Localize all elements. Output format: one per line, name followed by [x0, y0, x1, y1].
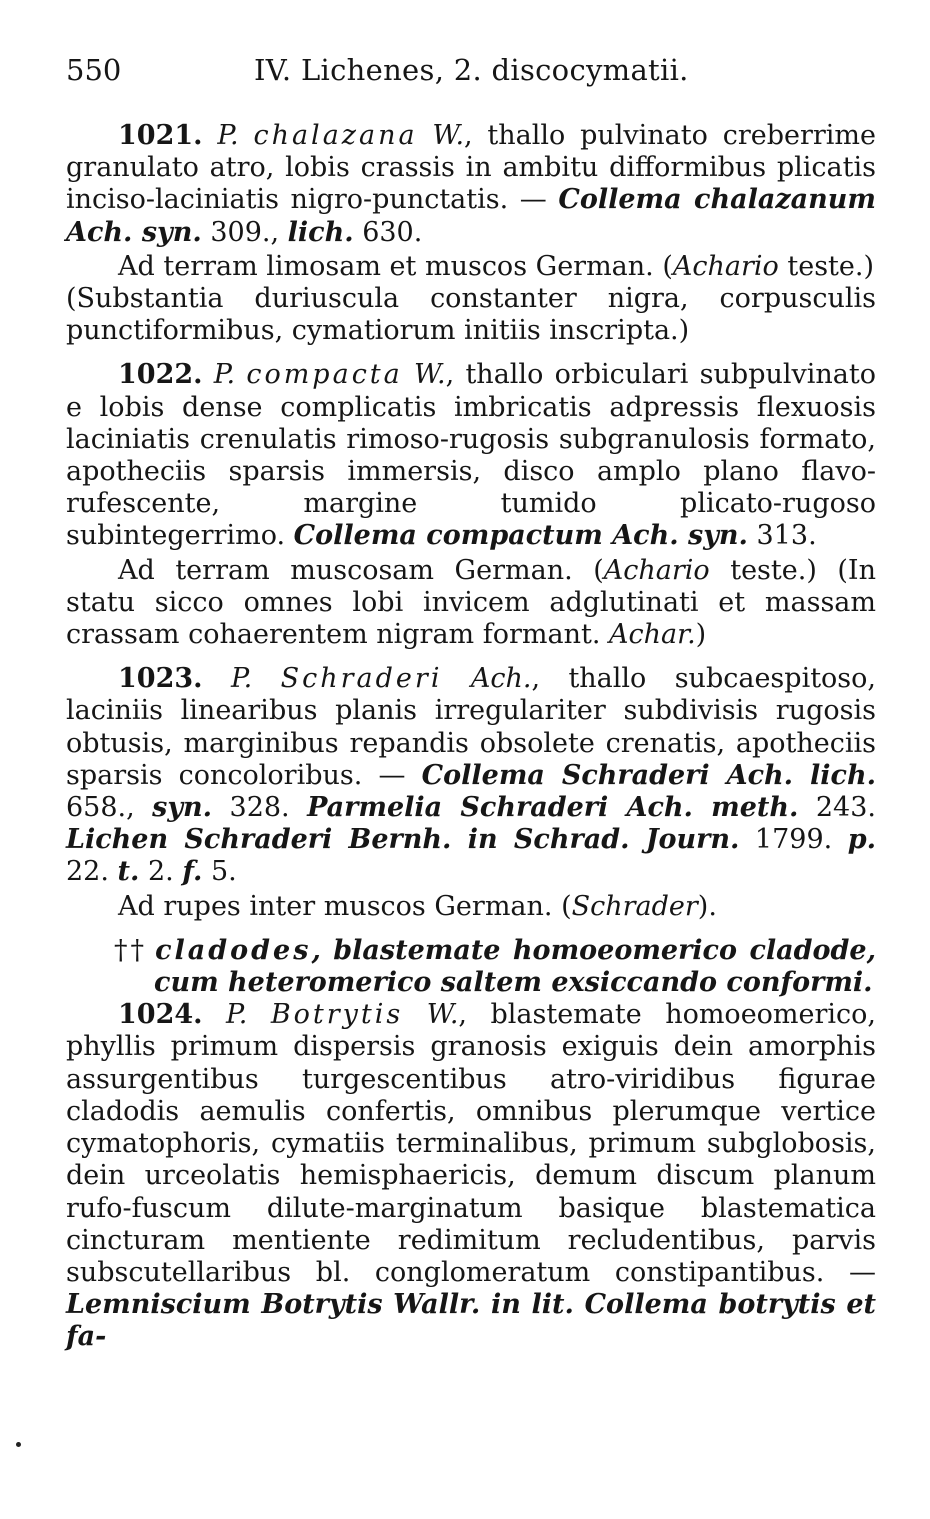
synonym-ref: 313.: [747, 520, 817, 552]
habitat-citation: Achar.: [609, 619, 696, 651]
genus: P.: [226, 999, 248, 1031]
habitat-text: teste.) (In statu sicco omnes lobi invicem adglutinati et massam crassam cohaerentem nigram formant.: [66, 554, 876, 651]
species-epithet: chalazana: [253, 120, 418, 151]
entry-1021-habitat: [66, 251, 876, 283]
habitat-text: ).: [697, 890, 717, 922]
synonym-ref: 5.: [202, 856, 237, 888]
entry-1023-habitat: [66, 891, 876, 923]
synonym: syn.: [152, 792, 213, 824]
synonym-ref: 658.,: [66, 792, 153, 824]
synonym: Collema compactum Ach. syn.: [293, 520, 748, 552]
entry-1021-note: (Substantia duriuscula constanter nigra, corpusculis punctiformibus, cymatiorum initiis inscripta.): [66, 283, 876, 347]
habitat-authority: Schrader: [571, 890, 698, 922]
page-number: 550: [66, 53, 122, 87]
synonym-ref: 328.: [212, 792, 308, 824]
entry-number: 1021.: [118, 120, 203, 151]
habitat-text: Ad terram muscosam German. (: [118, 554, 604, 586]
habitat-text: Ad terram limosam et muscos German. (: [118, 250, 673, 282]
species-epithet: compacta: [246, 359, 403, 391]
entry-number: 1023.: [118, 663, 203, 695]
synonym: p.: [847, 824, 876, 856]
entry-1024: [66, 999, 876, 1353]
synonym: Collema Schraderi Ach. lich.: [421, 759, 876, 791]
synonym-ref: 309.,: [201, 216, 288, 248]
genus: P.: [230, 663, 253, 695]
entry-1022-diagnosis: [66, 359, 876, 552]
diagnosis-text: , thallo orbiculari subpulvinato e lobis dense complicatis imbricatis adpressis flexuosis laciniatis crenulatis rimoso-rugosis subgranulosis formato, apotheciis sparsis immersis, disco amplo plano flavo-rufescente, margine tumido plicato-rugoso subintegerrimo.: [66, 359, 876, 552]
ink-speck: [16, 1442, 21, 1447]
habitat-authority: Achario: [603, 554, 710, 586]
habitat-text: Ad rupes inter muscos German. (: [118, 890, 572, 922]
author: Ach.: [470, 663, 532, 695]
entry-1022-habitat: [66, 555, 876, 652]
section-text: , blastemate homoeomerico cladode, cum heteromerico saltem exsiccando conformi.: [154, 934, 876, 999]
running-title: IV. Lichenes, 2. discocymatii.: [254, 53, 689, 87]
habitat-text: ): [695, 619, 707, 651]
entry-1023: [66, 663, 876, 923]
habitat-text: teste.): [778, 250, 874, 282]
synonym-ref: 1799.: [739, 824, 848, 856]
synonym: Lichen Schraderi Bernh. in Schrad. Journ.: [66, 824, 740, 856]
synonym-ref: 22.: [66, 856, 118, 888]
species-epithet: Botrytis: [270, 999, 404, 1031]
entry-1022: [66, 359, 876, 651]
entry-1021-diagnosis: [66, 120, 876, 249]
entry-1023-diagnosis: [66, 663, 876, 888]
synonym: f.: [182, 856, 203, 888]
text-body: [66, 120, 876, 1354]
synonym: Collema chalazanum Ach. syn.: [66, 184, 876, 248]
genus: P.: [213, 359, 236, 391]
synonym-ref: 243.: [798, 792, 876, 824]
author: W.: [426, 999, 459, 1031]
synonym: Lemniscium Botrytis Wallr. in lit. Collema botrytis et fa-: [66, 1289, 876, 1353]
synonym-ref: 630.: [353, 216, 423, 248]
diagnosis-text: , blastemate homoeomerico, phyllis primum dispersis granosis exiguis dein amorphis assurgentibus turgescentibus atro-viridibus figurae cladodis aemulis confertis, omnibus plerumque vertice cymatophoris, cymatiis terminalibus, primum subglobosis, dein urceolatis hemisphaericis, demum discum planum rufo-fuscum dilute-marginatum basique blastematica cincturam mentiente redimitum recludentibus, parvis subscutellaribus bl. conglomeratum constipantibus. —: [66, 999, 877, 1288]
author: W.: [432, 120, 465, 151]
synonym-ref: 2.: [139, 856, 183, 888]
genus: P.: [217, 120, 239, 151]
double-dagger-mark: ††: [114, 934, 148, 966]
page-header: [66, 50, 876, 90]
entry-number: 1022.: [118, 359, 203, 391]
diagnosis-text: , thallo subcaespitoso, laciniis linearibus planis irregulariter subdivisis rugosis obtusis, marginibus repandis obsolete crenatis, apotheciis sparsis concoloribus. —: [66, 663, 876, 791]
diagnosis-text: , thallo pulvinato creberrime granulato atro, lobis crassis in ambitu difformibus plicatis inciso-laciniatis nigro-punctatis. —: [66, 120, 876, 216]
habitat-authority: Achario: [672, 250, 779, 282]
entry-1021: [66, 120, 876, 347]
author: W.: [414, 359, 446, 391]
synonym-lich: lich.: [287, 216, 354, 248]
species-epithet: Schraderi: [280, 663, 443, 695]
section-heading: [66, 935, 876, 999]
entry-1024-diagnosis: [66, 999, 876, 1353]
section-name: cladodes: [155, 934, 312, 966]
synonym: t.: [117, 856, 140, 888]
synonym: Parmelia Schraderi Ach. meth.: [307, 792, 799, 824]
entry-number: 1024.: [118, 999, 203, 1031]
